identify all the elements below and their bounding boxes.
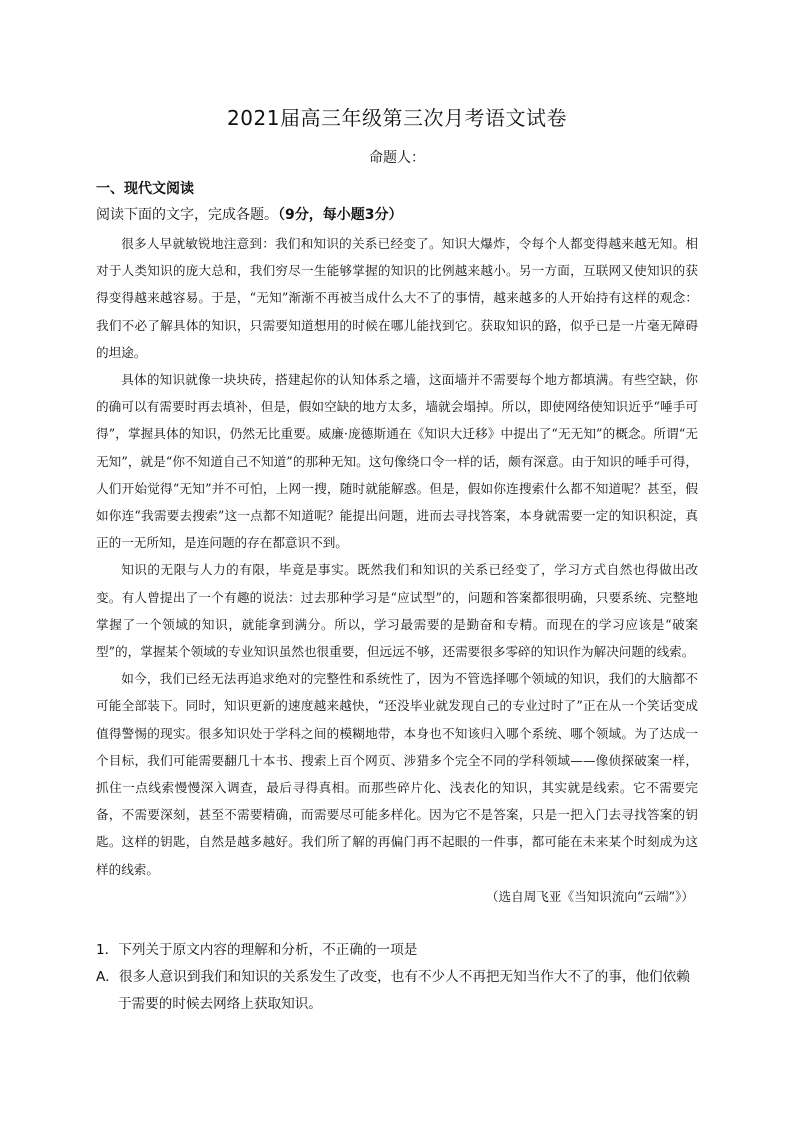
reading-passage	[96, 230, 698, 910]
section-heading: 一、现代文阅读	[96, 181, 194, 197]
question-1-option-a: A．很多人意识到我们和知识的关系发生了改变，也有不少人不再把无知当作大不了的事，他们依赖于需要的时候去网络上获取知识。	[96, 969, 690, 1012]
question-1-stem: 1．下列关于原文内容的理解和分析，不正确的一项是	[96, 942, 418, 958]
instruction-score: （9分，每小题3分）	[278, 207, 403, 223]
source-note: （选自周飞亚《当知识流向“云端”》）	[485, 888, 694, 904]
reading-instruction	[96, 204, 402, 224]
question-1-options	[96, 964, 698, 1018]
passage-paragraph: 知识的无限与人力的有限，毕竟是事实。既然我们和知识的关系已经变了，学习方式自然也得做出改变。有人曾提出了一个有趣的说法：过去那种学习是“应试型”的，问题和答案都很明确，只要系统、完整地掌握了一个领域的知识，就能拿到满分。所以，学习最需要的是勤奋和专精。而现在的学习应该是“破案型”的，掌握某个领域的专业知识虽然也很重要，但远远不够，还需要很多零碎的知识作为解决问题的线索。	[96, 562, 698, 660]
author-label: 命题人：	[369, 150, 425, 166]
exam-title: 2021届高三年级第三次月考语文试卷	[227, 106, 567, 130]
passage-paragraph: 很多人早就敏锐地注意到：我们和知识的关系已经变了。知识大爆炸，令每个人都变得越来越无知。相对于人类知识的庞大总和，我们穷尽一生能够掌握的知识的比例越来越小。另一方面，互联网又使知识的获得变得越来越容易。于是，“无知”渐渐不再被当成什么大不了的事情，越来越多的人开始持有这样的观念：我们不必了解具体的知识，只需要知道想用的时候在哪儿能找到它。获取知识的路，似乎已是一片毫无障碍的坦途。	[96, 236, 698, 360]
passage-paragraph: 具体的知识就像一块块砖，搭建起你的认知体系之墙，这面墙并不需要每个地方都填满。有些空缺，你的确可以有需要时再去填补，但是，假如空缺的地方太多，墙就会塌掉。所以，即使网络使知识近乎“唾手可得”，掌握具体的知识，仍然无比重要。威廉·庞德斯通在《知识大迁移》中提出了“无无知”的概念。所谓“无无知”，就是“你不知道自己不知道”的那种无知。这句像绕口令一样的话，颇有深意。由于知识的唾手可得，人们开始觉得“无知”并不可怕，上网一搜，随时就能解惑。但是，假如你连搜索什么都不知道呢？甚至，假如你连“我需要去搜索”这一点都不知道呢？能提出问题，进而去寻找答案，本身就需要一定的知识积淀，真正的一无所知，是连问题的存在都意识不到。	[96, 372, 698, 551]
passage-paragraph: 如今，我们已经无法再追求绝对的完整性和系统性了，因为不管选择哪个领域的知识，我们的大脑都不可能全部装下。同时，知识更新的速度越来越快，“还没毕业就发现自己的专业过时了”正在从一个笑话变成值得警惕的现实。很多知识处于学科之间的模糊地带，本身也不知该归入哪个系统、哪个领域。为了达成一个目标，我们可能需要翻几十本书、搜索上百个网页、涉猎多个完全不同的学科领域——像侦探破案一样，抓住一点线索慢慢深入调查，最后寻得真相。而那些碎片化、浅表化的知识，其实就是线索。它不需要完备，不需要深刻，甚至不需要精确，而需要尽可能多样化。因为它不是答案，只是一把入门去寻找答案的钥匙。这样的钥匙，自然是越多越好。我们所了解的再偏门再不起眼的一件事，都可能在未来某个时刻成为这样的线索。	[96, 671, 698, 877]
instruction-text: 阅读下面的文字，完成各题。	[96, 207, 278, 223]
